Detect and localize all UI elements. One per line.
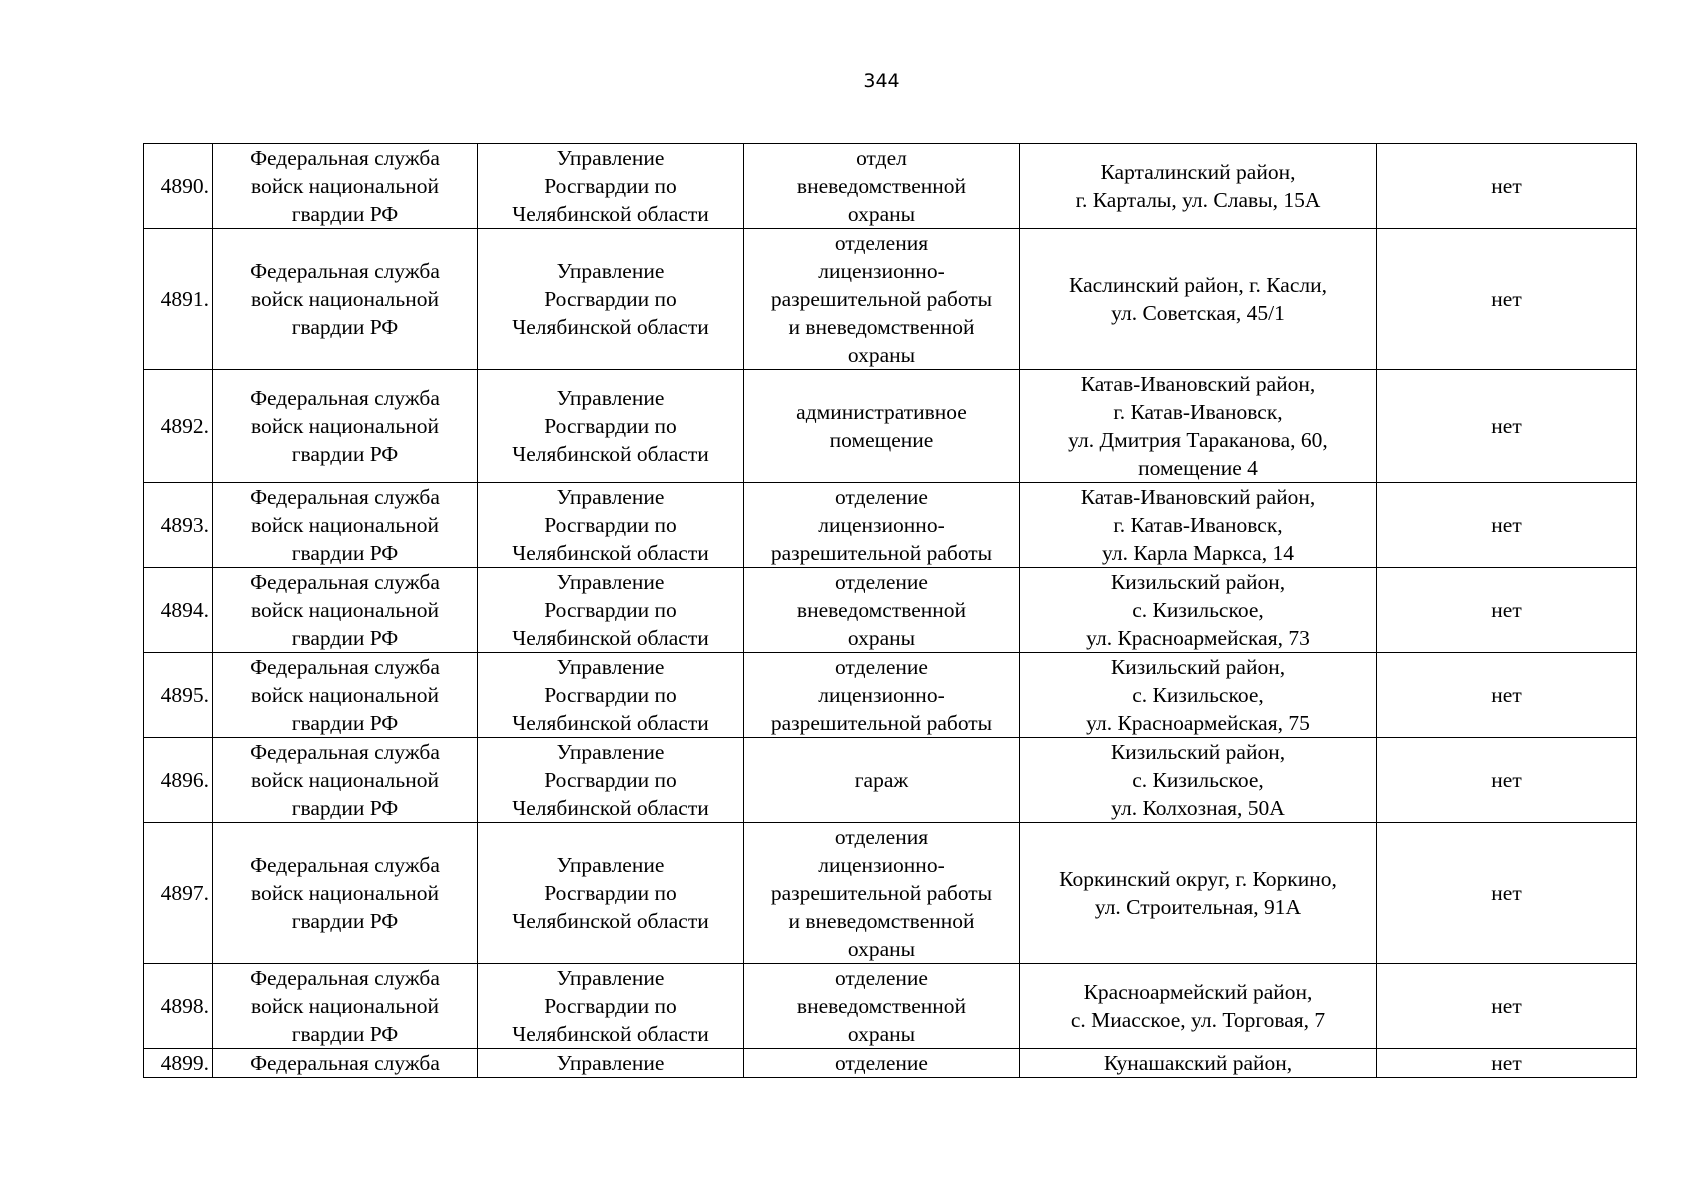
department-cell: Управление Росгвардии по Челябинской области [478, 229, 744, 370]
table-row [144, 653, 1637, 738]
status-cell: нет [1377, 738, 1637, 823]
page-number: 344 [863, 70, 900, 92]
agency-cell: Федеральная служба [213, 1049, 478, 1078]
table-row [144, 738, 1637, 823]
agency-cell: Федеральная служба войск национальной гвардии РФ [213, 964, 478, 1049]
row-number: 4896. [144, 738, 213, 823]
address-cell: Кизильский район, с. Кизильское, ул. Колхозная, 50А [1020, 738, 1377, 823]
table-row [144, 483, 1637, 568]
object-cell: отдел вневедомственной охраны [744, 144, 1020, 229]
status-cell: нет [1377, 653, 1637, 738]
table-row [144, 964, 1637, 1049]
department-cell: Управление [478, 1049, 744, 1078]
table-row [144, 370, 1637, 483]
row-number: 4895. [144, 653, 213, 738]
status-cell: нет [1377, 144, 1637, 229]
table-row [144, 568, 1637, 653]
object-cell: отделения лицензионно- разрешительной работы и вневедомственной охраны [744, 229, 1020, 370]
object-cell: отделение лицензионно- разрешительной работы [744, 483, 1020, 568]
row-number: 4891. [144, 229, 213, 370]
agency-cell: Федеральная служба войск национальной гвардии РФ [213, 483, 478, 568]
row-number: 4899. [144, 1049, 213, 1078]
status-cell: нет [1377, 1049, 1637, 1078]
address-cell: Карталинский район, г. Карталы, ул. Славы, 15А [1020, 144, 1377, 229]
agency-cell: Федеральная служба войск национальной гвардии РФ [213, 370, 478, 483]
address-cell: Катав-Ивановский район, г. Катав-Ивановск, ул. Дмитрия Тараканова, 60, помещение 4 [1020, 370, 1377, 483]
agency-cell: Федеральная служба войск национальной гвардии РФ [213, 653, 478, 738]
department-cell: Управление Росгвардии по Челябинской области [478, 964, 744, 1049]
status-cell: нет [1377, 823, 1637, 964]
object-cell: отделение вневедомственной охраны [744, 964, 1020, 1049]
registry-table [143, 143, 1637, 1078]
agency-cell: Федеральная служба войск национальной гвардии РФ [213, 144, 478, 229]
agency-cell: Федеральная служба войск национальной гвардии РФ [213, 823, 478, 964]
table-row [144, 823, 1637, 964]
row-number: 4893. [144, 483, 213, 568]
row-number: 4894. [144, 568, 213, 653]
department-cell: Управление Росгвардии по Челябинской области [478, 370, 744, 483]
table-row [144, 144, 1637, 229]
address-cell: Катав-Ивановский район, г. Катав-Ивановск, ул. Карла Маркса, 14 [1020, 483, 1377, 568]
row-number: 4892. [144, 370, 213, 483]
department-cell: Управление Росгвардии по Челябинской области [478, 653, 744, 738]
status-cell: нет [1377, 229, 1637, 370]
address-cell: Кунашакский район, [1020, 1049, 1377, 1078]
object-cell: отделение вневедомственной охраны [744, 568, 1020, 653]
object-cell: отделение лицензионно- разрешительной работы [744, 653, 1020, 738]
status-cell: нет [1377, 964, 1637, 1049]
address-cell: Коркинский округ, г. Коркино, ул. Строительная, 91А [1020, 823, 1377, 964]
status-cell: нет [1377, 370, 1637, 483]
row-number: 4898. [144, 964, 213, 1049]
table-row [144, 1049, 1637, 1078]
address-cell: Красноармейский район, с. Миасское, ул. Торговая, 7 [1020, 964, 1377, 1049]
address-cell: Каслинский район, г. Касли, ул. Советская, 45/1 [1020, 229, 1377, 370]
agency-cell: Федеральная служба войск национальной гвардии РФ [213, 738, 478, 823]
object-cell: административное помещение [744, 370, 1020, 483]
row-number: 4890. [144, 144, 213, 229]
status-cell: нет [1377, 568, 1637, 653]
department-cell: Управление Росгвардии по Челябинской области [478, 568, 744, 653]
agency-cell: Федеральная служба войск национальной гвардии РФ [213, 229, 478, 370]
department-cell: Управление Росгвардии по Челябинской области [478, 483, 744, 568]
address-cell: Кизильский район, с. Кизильское, ул. Красноармейская, 75 [1020, 653, 1377, 738]
status-cell: нет [1377, 483, 1637, 568]
object-cell: отделения лицензионно- разрешительной работы и вневедомственной охраны [744, 823, 1020, 964]
department-cell: Управление Росгвардии по Челябинской области [478, 738, 744, 823]
object-cell: отделение [744, 1049, 1020, 1078]
department-cell: Управление Росгвардии по Челябинской области [478, 823, 744, 964]
agency-cell: Федеральная служба войск национальной гвардии РФ [213, 568, 478, 653]
row-number: 4897. [144, 823, 213, 964]
table-row [144, 229, 1637, 370]
address-cell: Кизильский район, с. Кизильское, ул. Красноармейская, 73 [1020, 568, 1377, 653]
department-cell: Управление Росгвардии по Челябинской области [478, 144, 744, 229]
object-cell: гараж [744, 738, 1020, 823]
